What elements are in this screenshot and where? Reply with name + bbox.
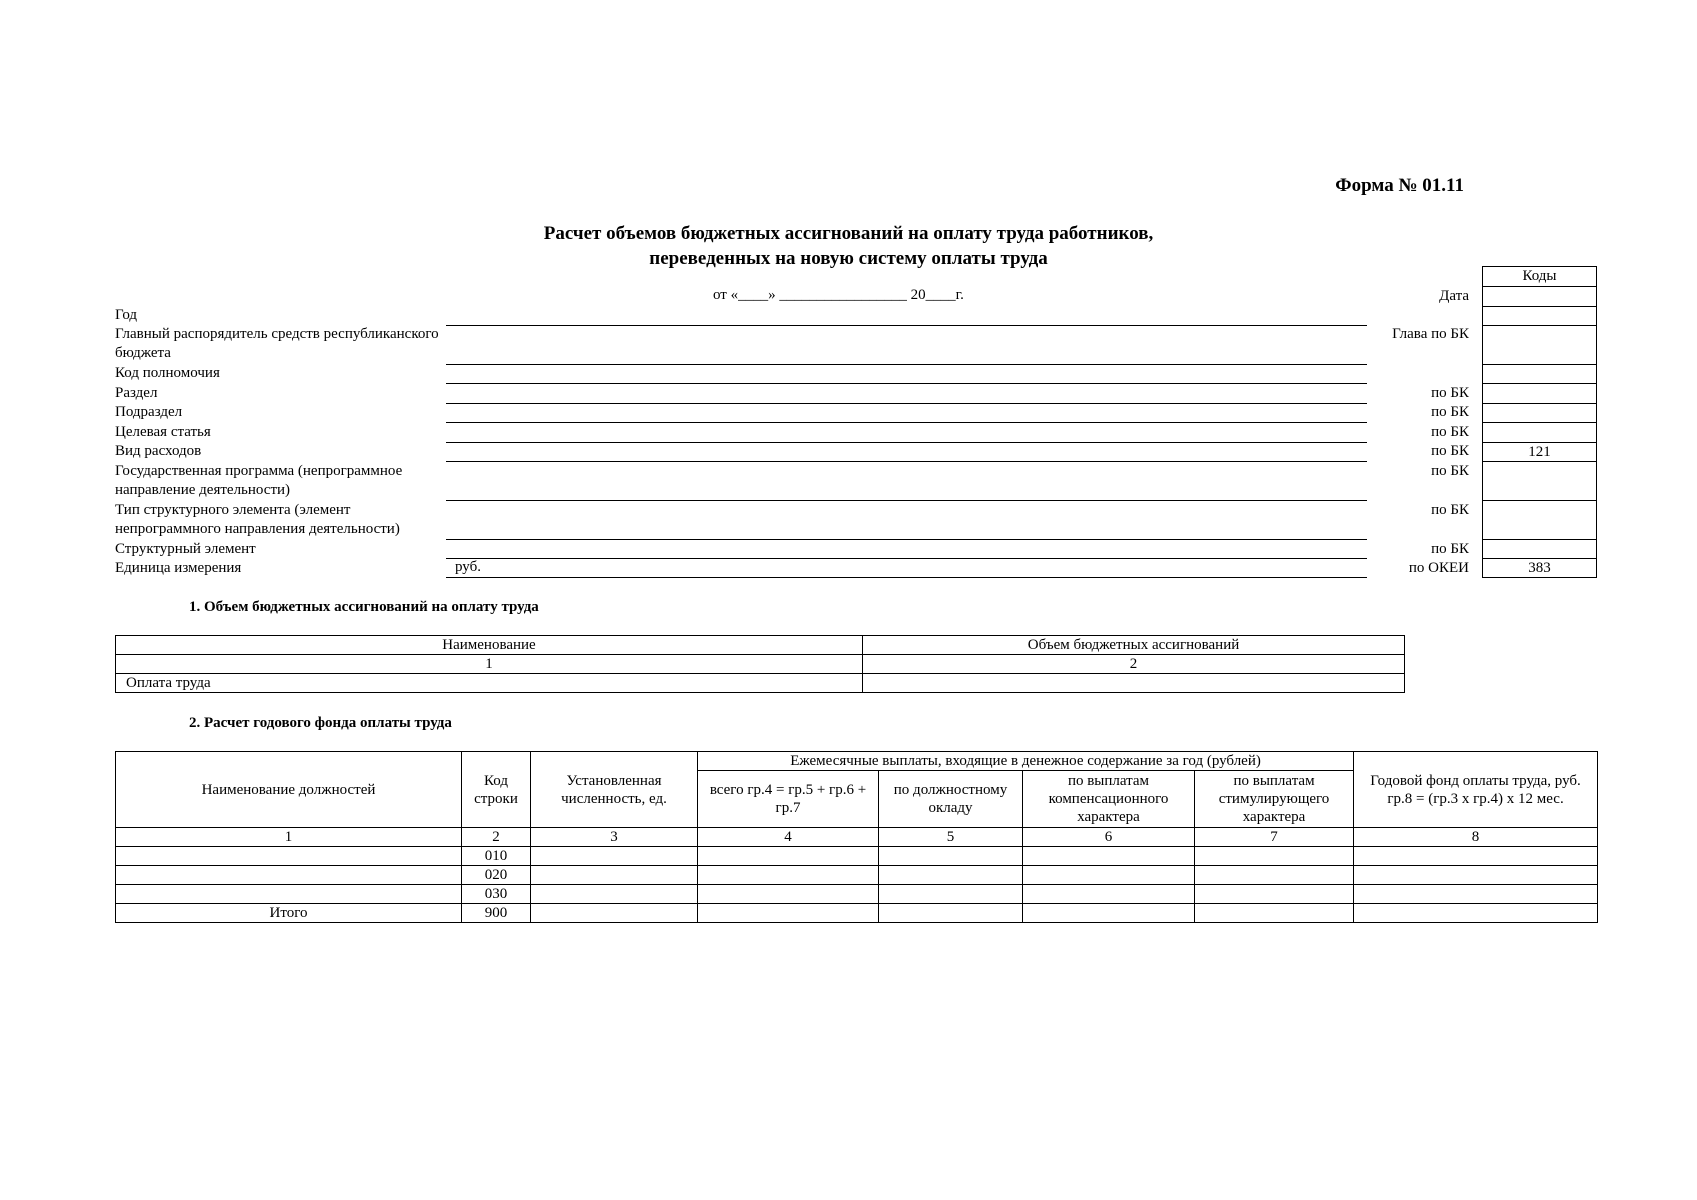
s2-cell[interactable]: [1023, 904, 1195, 923]
s2-cell[interactable]: [698, 866, 879, 885]
s2-cell[interactable]: [1023, 866, 1195, 885]
table-row-total: [116, 904, 1598, 923]
unit-label: Единица измерения: [115, 560, 242, 576]
section-line[interactable]: [446, 403, 1367, 404]
s2-cell[interactable]: [879, 866, 1023, 885]
s2-cell[interactable]: [1023, 885, 1195, 904]
subsection-line[interactable]: [446, 422, 1367, 423]
s1-num-2: 2: [863, 655, 1405, 674]
code-subsection[interactable]: [1483, 404, 1597, 423]
s2-row-name[interactable]: [116, 885, 462, 904]
s2-cell[interactable]: [531, 847, 698, 866]
s2-row-code: 030: [462, 885, 531, 904]
structural-element-type-line[interactable]: [446, 539, 1367, 540]
section-bk-label: по БК: [1431, 385, 1469, 401]
section1-table: [115, 635, 1405, 693]
s2-header-stim: по выплатам стимулирующего характера: [1195, 771, 1354, 828]
state-program-line[interactable]: [446, 500, 1367, 501]
structural-element-type-bk-label: по БК: [1431, 502, 1469, 518]
subsection-label: Подраздел: [115, 404, 183, 420]
expense-type-bk-label: по БК: [1431, 443, 1469, 459]
s2-header-annual: Годовой фонд оплаты труда, руб. гр.8 = (гр.3 x гр.4) x 12 мес.: [1354, 752, 1598, 828]
s2-cell[interactable]: [698, 885, 879, 904]
okei-label: по ОКЕИ: [1408, 560, 1469, 576]
chapter-bk-label: Глава по БК: [1392, 326, 1469, 342]
s2-row-code: 900: [462, 904, 531, 923]
page-title: [0, 221, 1697, 271]
structural-element-bk-label: по БК: [1431, 541, 1469, 557]
s1-header-volume: Объем бюджетных ассигнований: [863, 636, 1405, 655]
table-row: [116, 866, 1598, 885]
s2-cell[interactable]: [698, 847, 879, 866]
unit-line[interactable]: [446, 577, 1367, 578]
s2-num: 6: [1023, 828, 1195, 847]
section2-table: [115, 751, 1598, 923]
title-line-2: переведенных на новую систему оплаты труда: [649, 248, 1048, 269]
target-article-label: Целевая статья: [115, 424, 211, 440]
code-authority[interactable]: [1483, 365, 1597, 384]
s2-row-name[interactable]: [116, 847, 462, 866]
s2-header-name: Наименование должностей: [116, 752, 462, 828]
section1-title: 1. Объем бюджетных ассигнований на оплату труда: [189, 599, 539, 615]
table-row: [116, 847, 1598, 866]
s2-header-salary: по должностному окладу: [879, 771, 1023, 828]
s1-num-1: 1: [116, 655, 863, 674]
table-row: [116, 885, 1598, 904]
expense-type-line[interactable]: [446, 461, 1367, 462]
s2-cell[interactable]: [531, 885, 698, 904]
structural-element-label: Структурный элемент: [115, 541, 256, 557]
s2-cell[interactable]: [698, 904, 879, 923]
codes-box: [1482, 266, 1597, 578]
title-line-1: Расчет объемов бюджетных ассигнований на оплату труда работников,: [543, 223, 1154, 244]
s2-num: 8: [1354, 828, 1598, 847]
s2-total-label: Итого: [116, 904, 462, 923]
s2-cell[interactable]: [1195, 904, 1354, 923]
expense-type-label: Вид расходов: [115, 443, 202, 459]
s2-cell[interactable]: [1195, 866, 1354, 885]
s2-cell[interactable]: [1354, 866, 1598, 885]
s2-cell[interactable]: [879, 847, 1023, 866]
code-structural-element-type[interactable]: [1483, 501, 1597, 540]
s2-row-name[interactable]: [116, 866, 462, 885]
code-state-program[interactable]: [1483, 462, 1597, 501]
form-number: Форма № 01.11: [1335, 175, 1464, 196]
section-label: Раздел: [115, 385, 158, 401]
s2-header-monthly: Ежемесячные выплаты, входящие в денежное содержание за год (рублей): [698, 752, 1354, 771]
s2-cell[interactable]: [1354, 885, 1598, 904]
s2-header-code: Код строки: [462, 752, 531, 828]
target-article-bk-label: по БК: [1431, 424, 1469, 440]
date-label: Дата: [1439, 288, 1469, 304]
chief-manager-label: Главный распорядитель средств республиканского бюджета: [115, 326, 439, 361]
table-row: [116, 674, 1405, 693]
authority-code-line[interactable]: [446, 383, 1367, 384]
code-expense-type[interactable]: 121: [1483, 443, 1597, 462]
state-program-label: Государственная программа (непрограммное направление деятельности): [115, 463, 403, 498]
s2-num: 2: [462, 828, 531, 847]
year-label: Год: [115, 307, 138, 323]
chief-manager-line[interactable]: [446, 364, 1367, 365]
unit-value: руб.: [455, 559, 481, 575]
s2-num: 7: [1195, 828, 1354, 847]
s1-row-name: Оплата труда: [116, 674, 863, 693]
s2-cell[interactable]: [1195, 847, 1354, 866]
code-section[interactable]: [1483, 384, 1597, 404]
subsection-bk-label: по БК: [1431, 404, 1469, 420]
authority-code-label: Код полномочия: [115, 365, 220, 381]
date-line: от «____» _________________ 20____г.: [713, 287, 964, 303]
s2-cell[interactable]: [1354, 904, 1598, 923]
s2-cell[interactable]: [531, 904, 698, 923]
target-article-line[interactable]: [446, 442, 1367, 443]
state-program-bk-label: по БК: [1431, 463, 1469, 479]
code-year[interactable]: [1483, 307, 1597, 326]
code-structural-element[interactable]: [1483, 540, 1597, 559]
s2-cell[interactable]: [1195, 885, 1354, 904]
s2-cell[interactable]: [879, 885, 1023, 904]
code-date[interactable]: [1483, 287, 1597, 307]
section2-title: 2. Расчет годового фонда оплаты труда: [189, 715, 452, 731]
year-line[interactable]: [446, 325, 1367, 326]
code-okei[interactable]: 383: [1483, 559, 1597, 578]
s2-header-total: всего гр.4 = гр.5 + гр.6 + гр.7: [698, 771, 879, 828]
s2-cell[interactable]: [1354, 847, 1598, 866]
s1-header-name: Наименование: [116, 636, 863, 655]
s1-row-value[interactable]: [863, 674, 1405, 693]
s2-cell[interactable]: [531, 866, 698, 885]
structural-element-type-label: Тип структурного элемента (элемент непрограммного направления деятельности): [115, 502, 400, 537]
s2-cell[interactable]: [1023, 847, 1195, 866]
codes-header: Коды: [1483, 267, 1597, 287]
code-target-article[interactable]: [1483, 423, 1597, 443]
s2-num: 1: [116, 828, 462, 847]
s2-num: 3: [531, 828, 698, 847]
s2-header-comp: по выплатам компенсационного характера: [1023, 771, 1195, 828]
structural-element-line[interactable]: [446, 558, 1367, 559]
s2-num: 4: [698, 828, 879, 847]
s2-header-count: Установленная численность, ед.: [531, 752, 698, 828]
s2-num: 5: [879, 828, 1023, 847]
s2-cell[interactable]: [879, 904, 1023, 923]
s2-row-code: 020: [462, 866, 531, 885]
s2-row-code: 010: [462, 847, 531, 866]
code-chapter[interactable]: [1483, 326, 1597, 365]
